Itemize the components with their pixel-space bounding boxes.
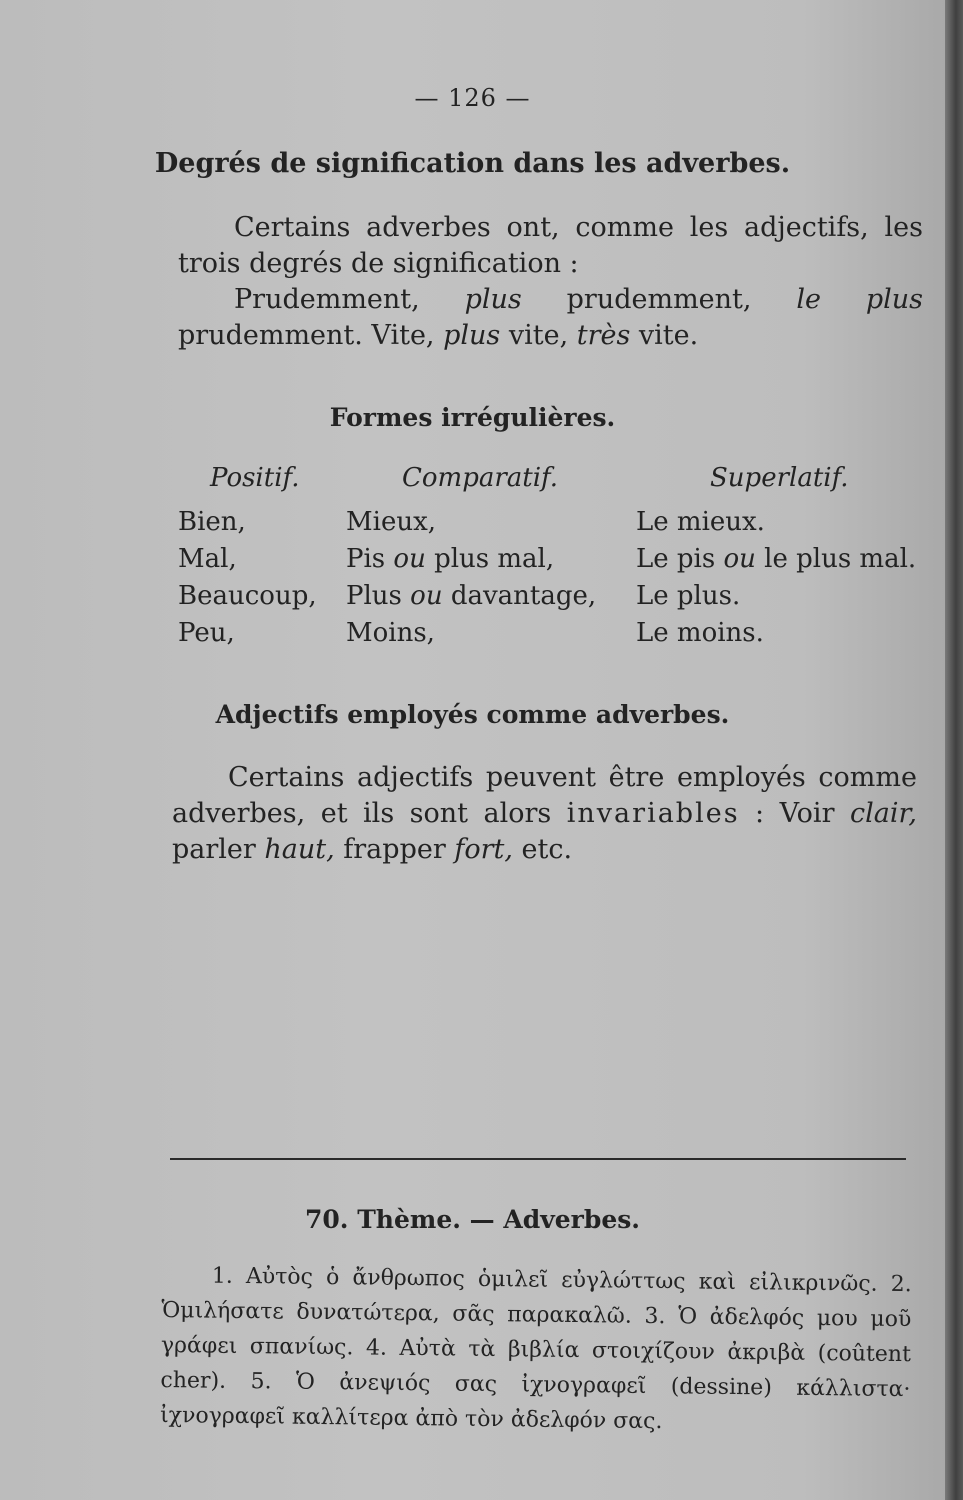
column-header-positive: Positif. xyxy=(210,463,300,493)
italic-run: le plus xyxy=(796,284,923,315)
theme-title: 70. Thème. — Adverbes. xyxy=(305,1205,640,1234)
spaced-run: invariables xyxy=(566,798,740,829)
text-run: Certains adjectifs peuvent être employés comme adverbes, et ils sont alors xyxy=(172,762,917,829)
italic-run: plus xyxy=(464,284,522,315)
text-run: Moins, xyxy=(346,618,435,648)
comparative-form xyxy=(346,504,596,541)
italic-run: ou xyxy=(723,544,756,574)
text-run: Le pis xyxy=(636,544,724,574)
text-run: etc. xyxy=(512,834,573,865)
italic-run: ou xyxy=(393,544,426,574)
text-run: Plus xyxy=(346,581,411,611)
text-run: le plus mal. xyxy=(755,544,917,574)
superlative-column xyxy=(636,504,916,652)
text-run: parler xyxy=(172,834,265,865)
italic-run: ou xyxy=(410,581,443,611)
text-run: Le plus. xyxy=(636,581,741,611)
section-title-adjectives: Adjectifs employés comme adverbes. xyxy=(215,700,730,729)
horizontal-rule xyxy=(170,1158,906,1160)
text-run: vite, xyxy=(500,320,577,351)
theme-exercise-text: 1. Αὐτὸς ὁ ἄνθρωπος ὁμιλεῖ εὐγλώττως καὶ εἰλικρινῶς. 2. Ὁμιλήσατε δυνατώτερα, σᾶς παρακαλῶ. 3. Ὁ ἀδελφός μου μοῦ γράφει σπανίως. 4. Αὐτὰ τὰ βιβλία στοιχίζουν ἀκριβὰ (coûtent cher). 5. Ὁ ἀνεψιός σας ἰχνογραφεῖ (dessine) κάλλιστα· ἰχνογραφεῖ καλλίτερα ἀπὸ τὸν ἀδελφόν σας. xyxy=(159,1263,912,1435)
page-number: — 126 — xyxy=(414,84,531,112)
text-run: plus mal, xyxy=(425,544,555,574)
comparative-form xyxy=(346,578,596,615)
comparative-form xyxy=(346,541,596,578)
text-run: Mieux, xyxy=(346,507,436,537)
text-run: Le mieux. xyxy=(636,507,765,537)
superlative-form xyxy=(636,541,916,578)
text-run: vite. xyxy=(630,320,699,351)
text-run: Pis xyxy=(346,544,394,574)
paragraph-degrees-intro: Certains adverbes ont, comme les adjectifs, les trois degrés de signification : xyxy=(178,212,923,279)
text-run: Le moins. xyxy=(636,618,764,648)
superlative-form xyxy=(636,504,916,541)
italic-run: haut, xyxy=(264,834,335,865)
positive-form: Beaucoup, xyxy=(178,581,317,611)
text-run: frapper xyxy=(334,834,455,865)
text-run: Prudemment, xyxy=(234,284,465,315)
comparative-form xyxy=(346,615,596,652)
paragraph-adjectives xyxy=(172,760,917,868)
column-header-superlative: Superlatif. xyxy=(710,463,849,493)
positive-form: Peu, xyxy=(178,618,235,648)
theme-exercise xyxy=(160,1258,912,1442)
positive-column xyxy=(178,504,317,652)
paragraph-adjectives-text xyxy=(172,760,917,868)
text-run: : Voir xyxy=(739,798,850,829)
positive-form: Bien, xyxy=(178,507,246,537)
paragraph-degrees xyxy=(178,210,923,354)
paragraph-degrees-examples xyxy=(178,282,923,354)
text-run: davantage, xyxy=(442,581,597,611)
section-title-degrees: Degrés de signification dans les adverbes. xyxy=(154,148,791,179)
positive-form: Mal, xyxy=(178,544,237,574)
italic-run: clair, xyxy=(849,798,917,829)
section-title-irregular: Formes irrégulières. xyxy=(329,403,616,432)
text-run: prudemment. Vite, xyxy=(178,320,444,351)
superlative-form xyxy=(636,615,916,652)
text-run: prudemment, xyxy=(521,284,797,315)
comparative-column xyxy=(346,504,596,652)
italic-run: très xyxy=(576,320,631,351)
italic-run: plus xyxy=(443,320,501,351)
column-header-comparative: Comparatif. xyxy=(402,463,558,493)
superlative-form xyxy=(636,578,916,615)
italic-run: fort, xyxy=(454,834,513,865)
book-spine-shadow xyxy=(945,0,963,1500)
